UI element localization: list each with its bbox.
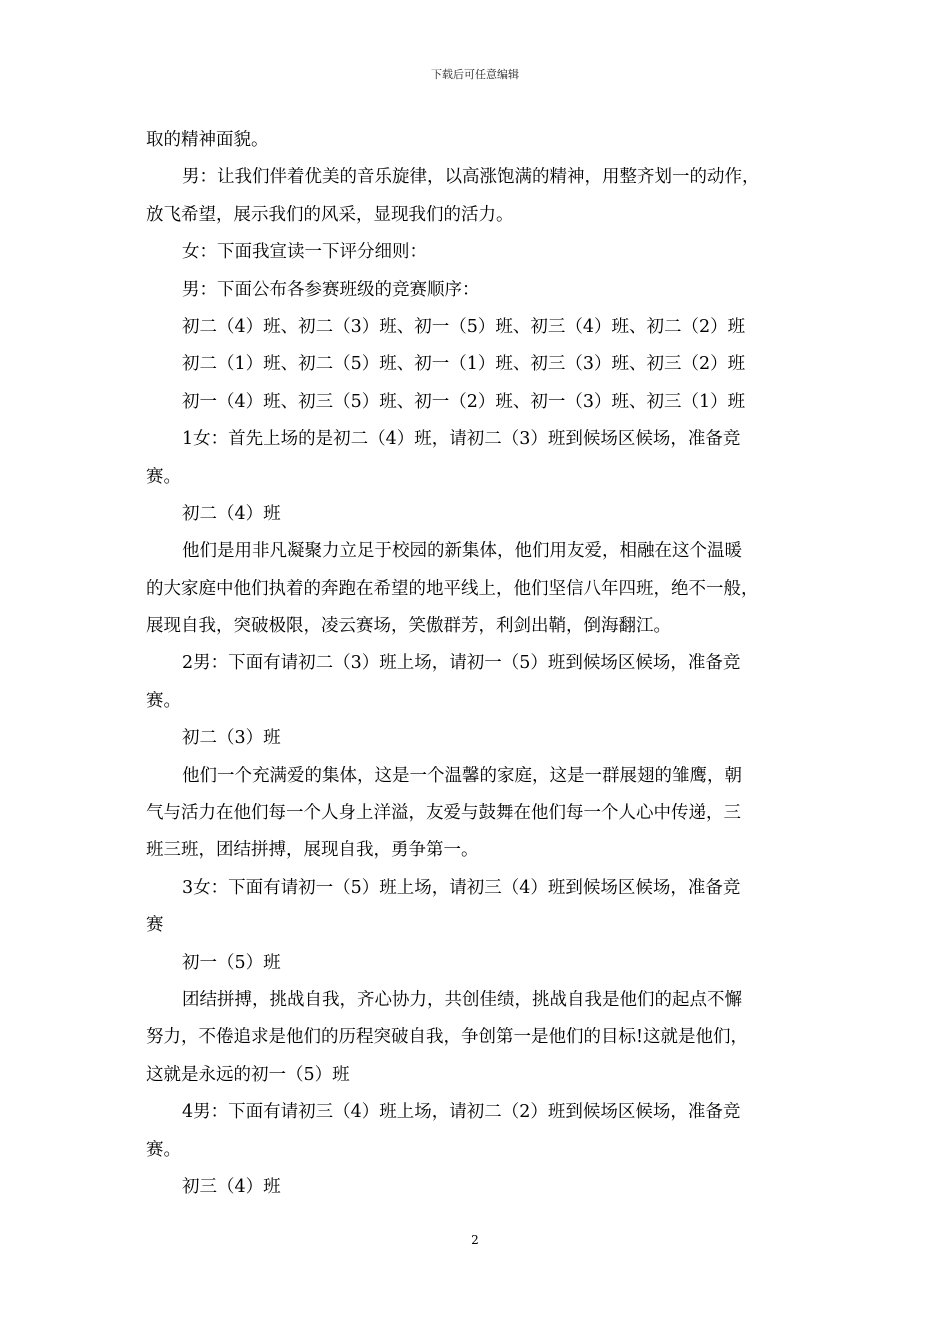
- text-line: 努力，不倦追求是他们的历程突破自我，争创第一是他们的目标!这就是他们，: [146, 1027, 749, 1048]
- text-line: 赛。: [146, 1139, 181, 1160]
- text-line: 的大家庭中他们执着的奔跑在希望的地平线上，他们坚信八年四班，绝不一般，: [146, 578, 759, 599]
- text-line: 男：让我们伴着优美的音乐旋律，以高涨饱满的精神，用整齐划一的动作，: [182, 167, 760, 188]
- text-line: 展现自我，突破极限，凌云赛场，笑傲群芳，利剑出鞘，倒海翻江。: [146, 616, 671, 637]
- class-order-line: 初二（4）班、初二（3）班、初一（5）班、初三（4）班、初二（2）班: [182, 316, 746, 337]
- class-order-line: 初一（4）班、初三（5）班、初一（2）班、初一（3）班、初三（1）班: [182, 391, 746, 412]
- class-order-line: 初二（1）班、初二（5）班、初一（1）班、初三（3）班、初三（2）班: [182, 354, 746, 375]
- text-line: 男：下面公布各参赛班级的竞赛顺序：: [182, 279, 480, 300]
- text-line: 取的精神面貌。: [146, 130, 269, 150]
- text-line: 他们是用非凡凝聚力立足于校园的新集体，他们用友爱，相融在这个温暖: [182, 541, 742, 562]
- class-heading: 初三（4）班: [182, 1176, 281, 1197]
- text-line: 气与活力在他们每一个人身上洋溢，友爱与鼓舞在他们每一个人心中传递，三: [146, 803, 741, 824]
- class-heading: 初一（5）班: [182, 952, 281, 973]
- text-line: 女：下面我宣读一下评分细则：: [182, 242, 427, 263]
- class-heading: 初二（3）班: [182, 728, 281, 749]
- page-header: 下载后可任意编辑: [431, 68, 519, 81]
- text-line: 他们一个充满爱的集体，这是一个温馨的家庭，这是一群展翅的雏鹰，朝: [182, 765, 742, 786]
- page-number: 2: [471, 1233, 479, 1247]
- class-heading: 初二（4）班: [182, 503, 281, 524]
- text-line: 1女：首先上场的是初二（4）班，请初二（3）班到候场区候场，准备竞: [182, 429, 741, 450]
- text-line: 班三班，团结拼搏，展现自我，勇争第一。: [146, 840, 479, 861]
- text-line: 赛: [146, 915, 164, 936]
- text-line: 这就是永远的初一（5）班: [146, 1064, 350, 1085]
- text-line: 赛。: [146, 466, 181, 487]
- text-line: 3女：下面有请初一（5）班上场，请初三（4）班到候场区候场，准备竞: [182, 877, 741, 898]
- text-line: 4男：下面有请初三（4）班上场，请初二（2）班到候场区候场，准备竞: [182, 1102, 741, 1123]
- text-line: 团结拼搏，挑战自我，齐心协力，共创佳绩，挑战自我是他们的起点不懈: [182, 989, 742, 1010]
- text-line: 放飞希望，展示我们的风采，显现我们的活力。: [146, 204, 514, 225]
- text-line: 赛。: [146, 690, 181, 711]
- text-line: 2男：下面有请初二（3）班上场，请初一（5）班到候场区候场，准备竞: [182, 653, 741, 674]
- document-body: [146, 122, 814, 1206]
